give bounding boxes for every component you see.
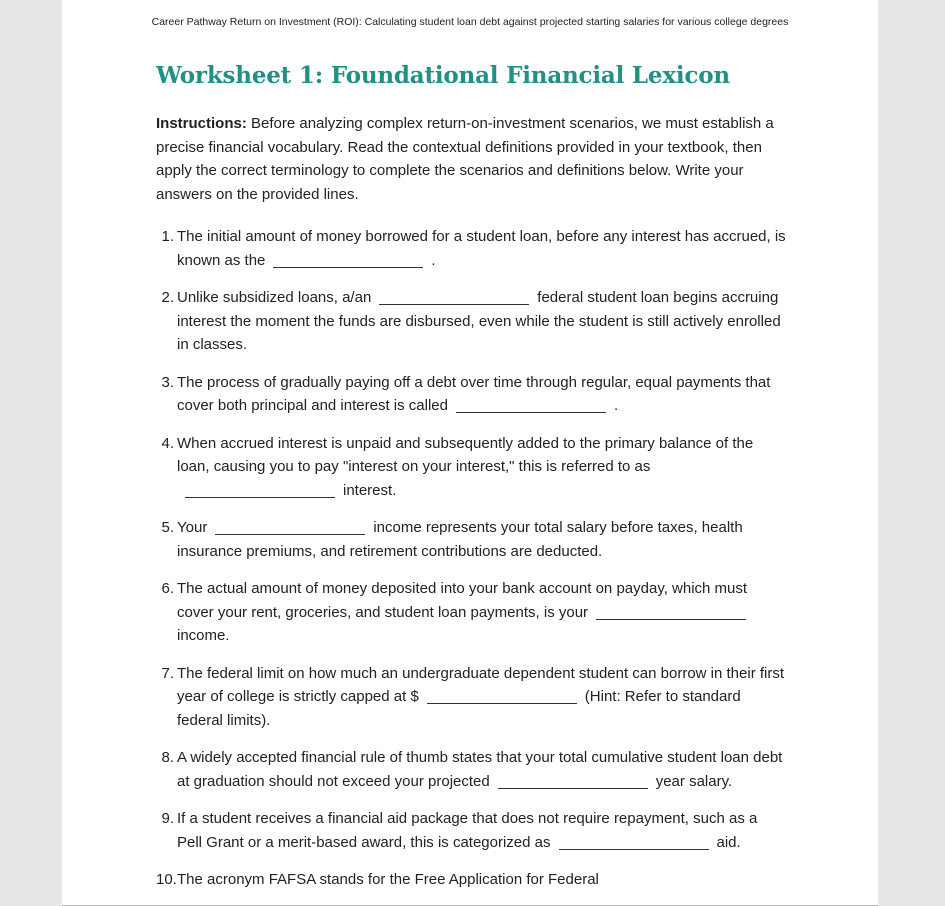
question-item xyxy=(156,662,786,733)
answer-blank[interactable] xyxy=(215,518,365,535)
instructions-text: Before analyzing complex return-on-investment scenarios, we must establish a precise financial vocabulary. Read the contextual definitions provided in your textbook, then apply the correct terminology to complete the scenarios and definitions below. Write your answers on the provided lines. xyxy=(156,115,774,203)
question-text-before: The federal limit on how much an undergraduate dependent student can borrow in their first year of college is strictly capped at $ xyxy=(177,664,785,706)
question-number: 9. xyxy=(161,810,174,828)
question-number: 7. xyxy=(161,664,174,682)
question-text-before: The process of gradually paying off a debt over time through regular, equal payments that cover both principal and interest is called xyxy=(177,373,771,415)
question-item xyxy=(156,577,786,648)
question-number: 1. xyxy=(161,228,174,246)
question-text-before: The initial amount of money borrowed for a student loan, before any interest has accrued, is known as the xyxy=(177,228,786,269)
question-item xyxy=(156,746,786,793)
question-text-after: federal student loan begins accruing interest the moment the funds are disbursed, even while the student is still actively enrolled in classes. xyxy=(177,289,781,354)
question-text-before: Your xyxy=(177,519,208,537)
answer-blank[interactable] xyxy=(559,833,709,850)
question-text-after: (Hint: Refer to standard federal limits). xyxy=(177,688,741,729)
question-text-before: A widely accepted financial rule of thumb states that your total cumulative student loan debt at graduation should not exceed your projected xyxy=(177,749,783,790)
question-number: 10. xyxy=(156,871,177,889)
question-text-after: . xyxy=(431,251,436,269)
question-text-after: . xyxy=(613,397,619,415)
instructions-label: Instructions: xyxy=(156,115,247,133)
running-header: Career Pathway Return on Investment (ROI): Calculating student loan debt against projected starting salaries for various college degrees xyxy=(151,16,789,28)
answer-blank[interactable] xyxy=(427,687,577,704)
question-item xyxy=(156,807,786,854)
question-item xyxy=(156,371,786,418)
question-number: 5. xyxy=(161,519,174,537)
question-item xyxy=(156,868,786,892)
question-text-after: interest. xyxy=(343,481,397,499)
worksheet-page xyxy=(62,0,878,906)
instructions-paragraph xyxy=(156,112,786,206)
question-text-before: Unlike subsidized loans, a/an xyxy=(177,289,372,307)
worksheet-title: Worksheet 1: Foundational Financial Lexicon xyxy=(156,62,730,89)
question-text-before: The acronym FAFSA stands for the Free Application for Federal xyxy=(177,871,599,889)
question-item xyxy=(156,516,786,563)
answer-blank[interactable] xyxy=(456,396,606,413)
answer-blank[interactable] xyxy=(185,481,335,498)
question-item xyxy=(156,432,786,503)
question-text-after: income represents your total salary before taxes, health insurance premiums, and retirement contributions are deducted. xyxy=(177,519,743,560)
question-item xyxy=(156,286,786,357)
question-item xyxy=(156,225,786,272)
question-text-before: If a student receives a financial aid package that does not require repayment, such as a Pell Grant or a merit-based award, this is categorized as xyxy=(177,810,758,851)
question-number: 4. xyxy=(161,434,174,452)
question-number: 2. xyxy=(161,289,174,307)
question-text-after: income. xyxy=(177,627,230,645)
question-text-before: The actual amount of money deposited into your bank account on payday, which must cover your rent, groceries, and student loan payments, is your xyxy=(177,580,748,621)
answer-blank[interactable] xyxy=(498,772,648,789)
question-number: 3. xyxy=(161,373,174,391)
question-number: 8. xyxy=(161,749,174,767)
answer-blank[interactable] xyxy=(596,603,746,620)
answer-blank[interactable] xyxy=(273,251,423,268)
question-text-after: year salary. xyxy=(655,772,733,790)
answer-blank[interactable] xyxy=(379,288,529,305)
question-text-after: aid. xyxy=(716,833,741,851)
question-list xyxy=(156,225,786,892)
question-text-before: When accrued interest is unpaid and subsequently added to the primary balance of the loan, causing you to pay "interest on your interest," this is referred to as xyxy=(177,434,754,476)
question-number: 6. xyxy=(161,580,174,598)
worksheet-content xyxy=(156,60,786,906)
